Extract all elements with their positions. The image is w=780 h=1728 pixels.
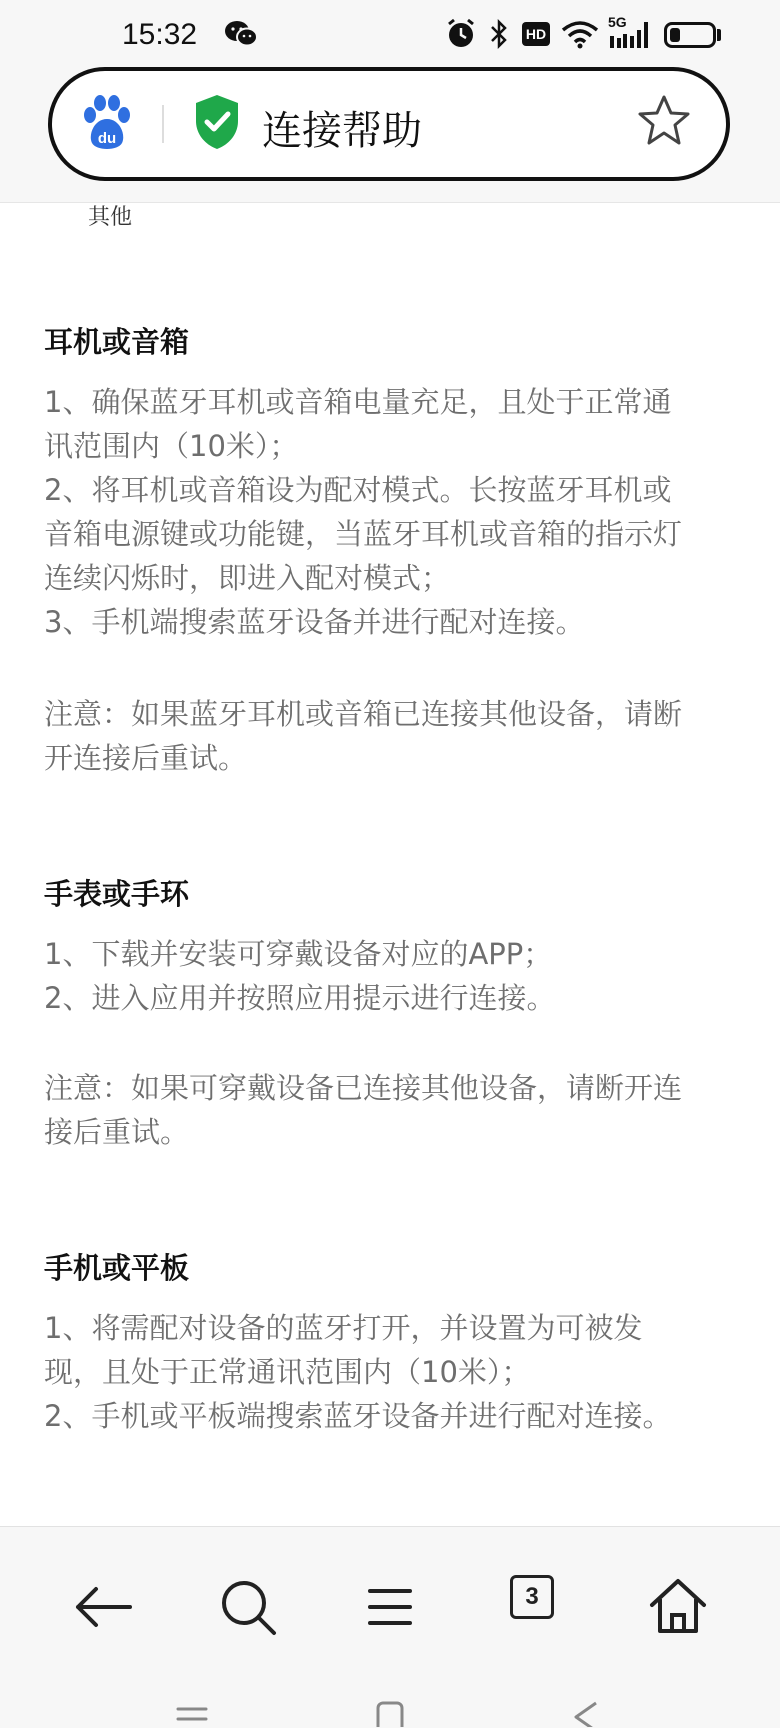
text-line: 接后重试。 (44, 1115, 190, 1149)
system-back-icon[interactable] (566, 1697, 606, 1727)
section-watch-note (44, 1066, 734, 1154)
address-bar-container (0, 60, 780, 203)
text-line: 3、手机端搜索蓝牙设备并进行配对连接。 (44, 605, 585, 639)
wechat-icon (224, 20, 258, 48)
category-label-other: 其他 (88, 205, 133, 230)
battery-fill (670, 28, 680, 42)
wifi-icon (560, 18, 600, 50)
menu-icon[interactable] (354, 1571, 426, 1643)
home-icon[interactable] (642, 1571, 714, 1643)
alarm-icon (446, 18, 476, 50)
text-line: 连续闪烁时，即进入配对模式； (44, 561, 451, 595)
battery-icon (664, 22, 716, 48)
star-icon[interactable] (636, 93, 692, 149)
status-bar (0, 0, 780, 60)
section-headphones-steps (44, 380, 734, 644)
section-title-headphones: 耳机或音箱 (44, 325, 190, 359)
section-title-watch: 手表或手环 (44, 877, 190, 911)
section-phone-tablet-steps (44, 1306, 734, 1438)
signal-icon (608, 16, 652, 50)
section-title-phone-tablet: 手机或平板 (44, 1251, 190, 1285)
text-line: 注意：如果蓝牙耳机或音箱已连接其他设备，请断 (44, 697, 683, 731)
text-line: 2、进入应用并按照应用提示进行连接。 (44, 981, 556, 1015)
bluetooth-icon (488, 18, 510, 50)
shield-check-icon[interactable] (192, 93, 242, 151)
system-home-icon[interactable] (370, 1697, 410, 1727)
text-line: 开连接后重试。 (44, 741, 248, 775)
tabs-button[interactable]: 3 (510, 1575, 554, 1619)
battery-tip (717, 29, 721, 41)
text-line: 1、下载并安装可穿戴设备对应的APP； (44, 937, 553, 971)
text-line: 1、确保蓝牙耳机或音箱电量充足，且处于正常通 (44, 385, 672, 419)
text-line: 现，且处于正常通讯范围内（10米）； (44, 1355, 531, 1389)
svg-text:du: du (97, 130, 117, 147)
text-line: 2、将耳机或音箱设为配对模式。长按蓝牙耳机或 (44, 473, 672, 507)
section-headphones-note (44, 692, 734, 780)
address-divider (162, 105, 164, 143)
status-time: 15:32 (122, 18, 198, 51)
back-arrow-icon[interactable] (68, 1571, 140, 1643)
text-line: 注意：如果可穿戴设备已连接其他设备，请断开连 (44, 1071, 683, 1105)
search-icon[interactable] (212, 1571, 284, 1643)
page-title[interactable]: 连接帮助 (262, 108, 422, 154)
address-bar[interactable] (48, 67, 730, 181)
hd-badge: HD (522, 22, 550, 46)
system-recents-icon[interactable] (172, 1697, 212, 1727)
bottom-toolbar (0, 1526, 780, 1728)
text-line: 1、将需配对设备的蓝牙打开，并设置为可被发 (44, 1311, 643, 1345)
network-type-label: 5G (608, 14, 627, 30)
text-line: 2、手机或平板端搜索蓝牙设备并进行配对连接。 (44, 1399, 672, 1433)
section-watch-steps (44, 932, 734, 1020)
text-line: 音箱电源键或功能键，当蓝牙耳机或音箱的指示灯 (44, 517, 683, 551)
text-line: 讯范围内（10米）； (44, 429, 299, 463)
baidu-logo-icon[interactable] (82, 95, 132, 151)
